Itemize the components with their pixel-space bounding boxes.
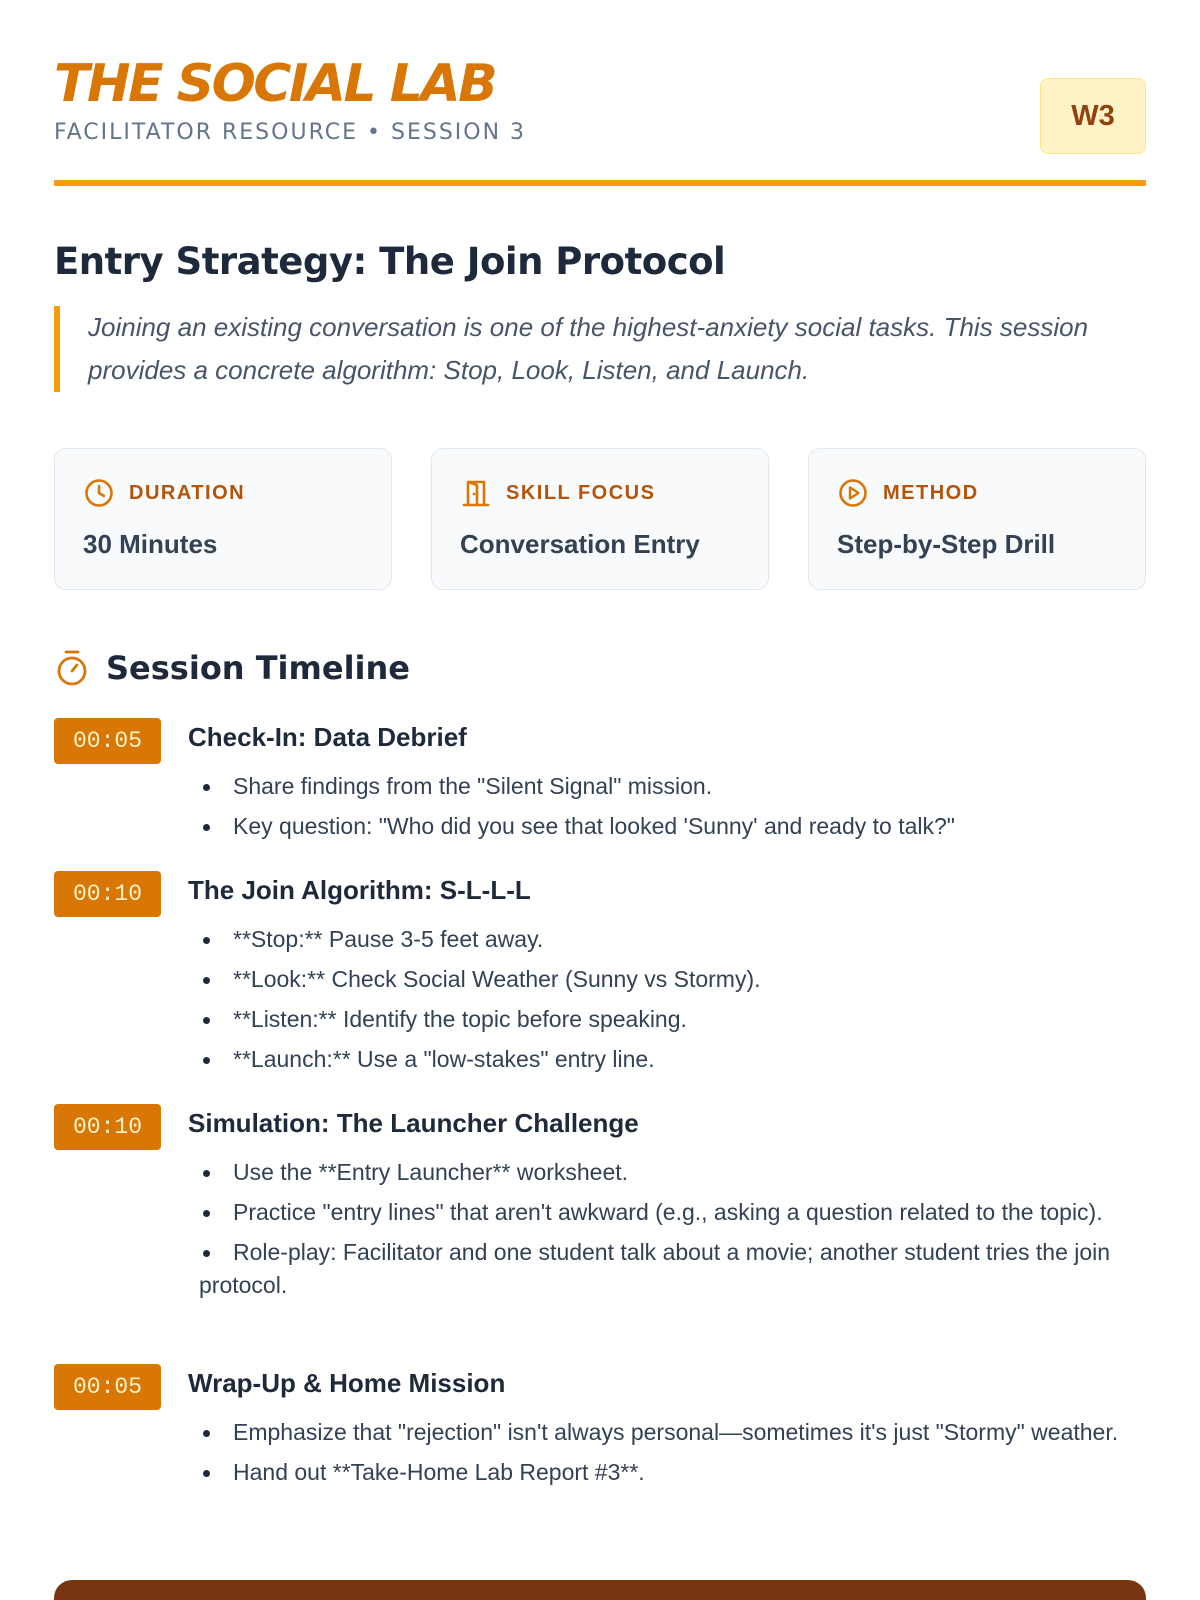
card-value: Conversation Entry — [460, 529, 700, 559]
block-title: Check-In: Data Debrief — [188, 722, 467, 752]
card-duration — [54, 448, 392, 590]
list-item: Hand out **Take-Home Lab Report #3**. — [199, 1456, 1149, 1489]
brand-logo: THE SOCIAL LAB — [54, 54, 496, 114]
stopwatch-icon — [54, 648, 90, 688]
card-label: SKILL FOCUS — [506, 481, 656, 504]
list-item: **Listen:** Identify the topic before speaking. — [199, 1003, 1149, 1036]
time-badge: 00:10 — [54, 1104, 161, 1150]
header-divider — [54, 180, 1146, 186]
clock-icon — [83, 477, 115, 509]
intro-quote: Joining an existing conversation is one of the highest-anxiety social tasks. This session provides a concrete algorithm: Stop, Look, Listen, and Launch. — [54, 306, 1146, 392]
list-item: Emphasize that "rejection" isn't always personal—sometimes it's just "Stormy" weather. — [199, 1416, 1149, 1449]
bullet-list — [199, 1156, 1149, 1309]
info-cards — [54, 448, 1146, 590]
section-title: Session Timeline — [106, 649, 410, 687]
header — [54, 54, 1146, 188]
card-label: METHOD — [883, 481, 979, 504]
block-title: Simulation: The Launcher Challenge — [188, 1108, 639, 1138]
card-value: 30 Minutes — [83, 529, 218, 559]
list-item: **Stop:** Pause 3-5 feet away. — [199, 923, 1149, 956]
page-title: Entry Strategy: The Join Protocol — [54, 240, 726, 283]
bullet-list — [199, 770, 1149, 850]
card-skill-focus — [431, 448, 769, 590]
footer-bar — [54, 1580, 1146, 1600]
timeline-heading — [54, 648, 410, 688]
door-icon — [460, 477, 492, 509]
list-item: Practice "entry lines" that aren't awkward (e.g., asking a question related to the topic). — [199, 1196, 1149, 1229]
list-item: Role-play: Facilitator and one student talk about a movie; another student tries the join protocol. — [199, 1236, 1149, 1302]
block-title: The Join Algorithm: S-L-L-L — [188, 875, 531, 905]
card-label: DURATION — [129, 481, 246, 504]
card-method — [808, 448, 1146, 590]
list-item: **Look:** Check Social Weather (Sunny vs Stormy). — [199, 963, 1149, 996]
list-item: **Launch:** Use a "low-stakes" entry line. — [199, 1043, 1149, 1076]
card-value: Step-by-Step Drill — [837, 529, 1056, 559]
bullet-list — [199, 923, 1149, 1083]
list-item: Use the **Entry Launcher** worksheet. — [199, 1156, 1149, 1189]
block-title: Wrap-Up & Home Mission — [188, 1368, 506, 1398]
time-badge: 00:05 — [54, 1364, 161, 1410]
list-item: Key question: "Who did you see that looked 'Sunny' and ready to talk?" — [199, 810, 1149, 843]
time-badge: 00:10 — [54, 871, 161, 917]
time-badge: 00:05 — [54, 718, 161, 764]
play-circle-icon — [837, 477, 869, 509]
list-item: Share findings from the "Silent Signal" mission. — [199, 770, 1149, 803]
bullet-list — [199, 1416, 1149, 1496]
week-badge: W3 — [1040, 78, 1146, 154]
resource-subtitle: FACILITATOR RESOURCE • SESSION 3 — [54, 120, 527, 145]
